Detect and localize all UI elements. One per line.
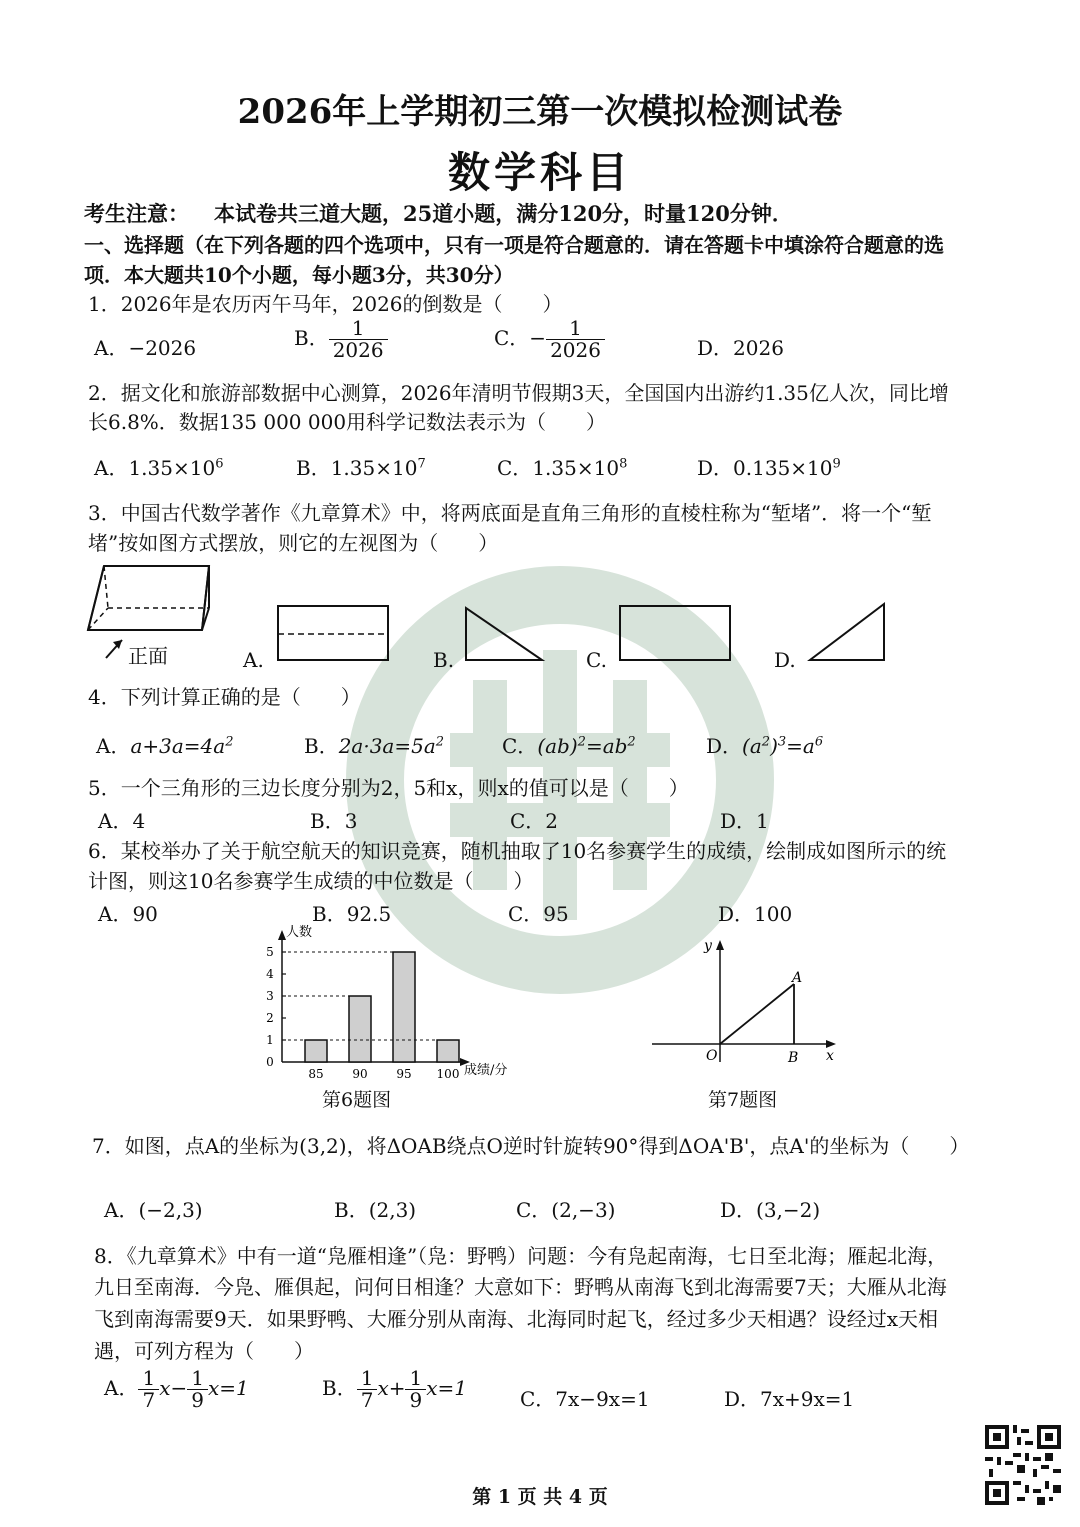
- q1-option-a: A．−2026: [94, 336, 197, 360]
- fig6-caption: 第6题图: [322, 1089, 392, 1111]
- q8-line2: 九日至南海．今凫、雁俱起，问何日相逢？大意如下：野鸭从南海飞到北海需要7天；大雁从北海: [94, 1275, 947, 1299]
- y-tick-label: 2: [266, 1011, 274, 1025]
- q2-option-a: A．$1.35\times 10^6$: [94, 456, 224, 480]
- subject-title: 数学科目: [447, 148, 632, 197]
- q5-option-b: B．3: [310, 809, 358, 833]
- x-tick-label: 90: [352, 1067, 368, 1081]
- y-tick-label: 5: [266, 945, 274, 959]
- section1-line1: 一、选择题（在下列各题的四个选项中，只有一项是符合题意的．请在答题卡中填涂符合题意的选: [84, 233, 944, 257]
- q7-option-c: C．(2,−3): [516, 1198, 616, 1222]
- q1-option-b: B． $\frac{1}{2026}$: [294, 318, 388, 361]
- q6-option-b: B．92.5: [312, 902, 392, 926]
- bar-90: [349, 996, 371, 1062]
- q3-option-b-figure: [462, 604, 548, 664]
- x-label: x: [826, 1048, 834, 1064]
- origin-label: O: [706, 1048, 718, 1064]
- q4-option-d: D．$(a^2)^3=a^6$: [706, 734, 824, 758]
- q5-option-d: D．1: [720, 809, 769, 833]
- x-tick-label: 85: [308, 1067, 324, 1081]
- page-number: 第 1 页 共 4 页: [472, 1486, 608, 1508]
- q6-option-c: C．95: [508, 902, 569, 926]
- q8-line3: 飞到南海需要9天．如果野鸭、大雁分别从南海、北海同时起飞，经过多少天相遇？设经过x天相: [94, 1307, 939, 1331]
- q2-option-d: D．$0.135\times 10^9$: [697, 456, 841, 480]
- y-axis-arrow: [278, 930, 286, 940]
- q2-option-c: C．$1.35\times 10^8$: [497, 456, 628, 480]
- y-axis-label: 人数: [286, 925, 313, 940]
- y-label: y: [704, 938, 712, 954]
- q8-option-a: A． $\frac{1}{7}$ x− $\frac{1}{9}$ x=1: [104, 1366, 249, 1412]
- q4-option-b: B．$2a\cdot 3a=5a^2$: [304, 734, 445, 758]
- q5-option-c: C．2: [510, 809, 559, 833]
- notice-label: 考生注意：: [84, 201, 189, 226]
- y-tick-label: 1: [266, 1033, 274, 1047]
- q6-bar-chart: [258, 922, 528, 1082]
- q6-option-a: A．90: [98, 902, 158, 926]
- q2-option-b: B．$1.35\times 10^7$: [296, 456, 426, 480]
- q3-option-a-label: A.: [243, 648, 264, 672]
- q4-stem: 4．下列计算正确的是（ ）: [88, 685, 361, 709]
- q3-option-c-figure: [618, 604, 734, 664]
- q4-option-c: C．$(ab)^2=ab^2$: [502, 734, 636, 758]
- q3-option-d-label: D.: [774, 648, 796, 672]
- q7-stem: 7．如图，点A的坐标为(3,2)，将ΔOAB绕点O逆时针旋转90°得到ΔOA'B'，点A'的坐标为（ ）: [92, 1134, 970, 1158]
- q8-option-b: B． $\frac{1}{7}$ x+ $\frac{1}{9}$ x=1: [322, 1366, 467, 1412]
- x-tick-label: 95: [396, 1067, 412, 1081]
- fig7-caption: 第7题图: [708, 1089, 778, 1111]
- q8-line1: 8．《九章算术》中有一道“凫雁相逢”（凫：野鸭）问题：今有凫起南海，七日至北海；雁起北海，: [94, 1244, 948, 1268]
- q7-option-a: A．(−2,3): [104, 1198, 203, 1222]
- q1-option-c: C．− $\frac{1}{2026}$: [494, 318, 605, 361]
- bar-95: [393, 952, 415, 1062]
- x-tick-label: 100: [436, 1067, 460, 1081]
- notice-text: 本试卷共三道大题，25道小题，满分120分，时量120分钟．: [214, 201, 793, 226]
- q3-option-d-figure: [806, 600, 888, 664]
- segment-oa: [720, 984, 794, 1044]
- q2-line2: 长6.8%．数据135 000 000用科学记数法表示为（ ）: [88, 410, 607, 434]
- q6-option-d: D．100: [718, 902, 793, 926]
- q6-line2: 计图，则这10名参赛学生成绩的中位数是（ ）: [88, 869, 534, 893]
- y-tick-label: 4: [266, 967, 274, 981]
- x-axis-arrow: [826, 1040, 836, 1048]
- point-a-label: A: [792, 970, 803, 986]
- q4-option-a: A．$a+3a=4a^2$: [96, 734, 234, 758]
- q1-stem: 1．2026年是农历丙午马年，2026的倒数是（ ）: [88, 292, 563, 316]
- point-b-label: B: [788, 1050, 799, 1064]
- q1-option-d: D．2026: [697, 336, 784, 360]
- y-tick-label: 3: [266, 989, 274, 1003]
- q6-line1: 6．某校举办了关于航空航天的知识竞赛，随机抽取了10名参赛学生的成绩，绘制成如图所示的统: [88, 839, 947, 863]
- q8-option-d: D．7x+9x=1: [724, 1387, 855, 1411]
- q3-line2: 堵”按如图方式摆放，则它的左视图为（ ）: [88, 531, 499, 555]
- q7-coordinate-figure: [648, 934, 844, 1064]
- y-axis-arrow: [716, 940, 724, 950]
- q8-line4: 遇，可列方程为（ ）: [94, 1339, 314, 1363]
- q3-option-a-figure: [276, 604, 392, 664]
- y-tick-label: 0: [266, 1055, 274, 1069]
- bar-100: [437, 1040, 459, 1062]
- q3-option-c-label: C.: [586, 648, 607, 672]
- q5-option-a: A．4: [98, 809, 146, 833]
- q5-stem: 5．一个三角形的三边长度分别为2，5和x，则x的值可以是（ ）: [88, 776, 689, 800]
- bar-85: [305, 1040, 327, 1062]
- q7-option-b: B．(2,3): [334, 1198, 417, 1222]
- q8-option-c: C．7x−9x=1: [520, 1387, 650, 1411]
- q7-option-d: D．(3,−2): [720, 1198, 821, 1222]
- q3-option-b-label: B.: [433, 648, 455, 672]
- section1-line2: 项．本大题共10个小题，每小题3分，共30分）: [84, 263, 514, 287]
- front-label: 正面: [128, 644, 168, 668]
- exam-title: 2026年上学期初三第一次模拟检测试卷: [237, 92, 843, 132]
- x-axis-label: 成绩/分: [464, 1063, 508, 1078]
- q2-line1: 2．据文化和旅游部数据中心测算，2026年清明节假期3天，全国国内出游约1.35亿人次，同比增: [88, 381, 949, 405]
- q3-line1: 3．中国古代数学著作《九章算术》中，将两底面是直角三角形的直棱柱称为“堑堵”．将一个“堑: [88, 501, 932, 525]
